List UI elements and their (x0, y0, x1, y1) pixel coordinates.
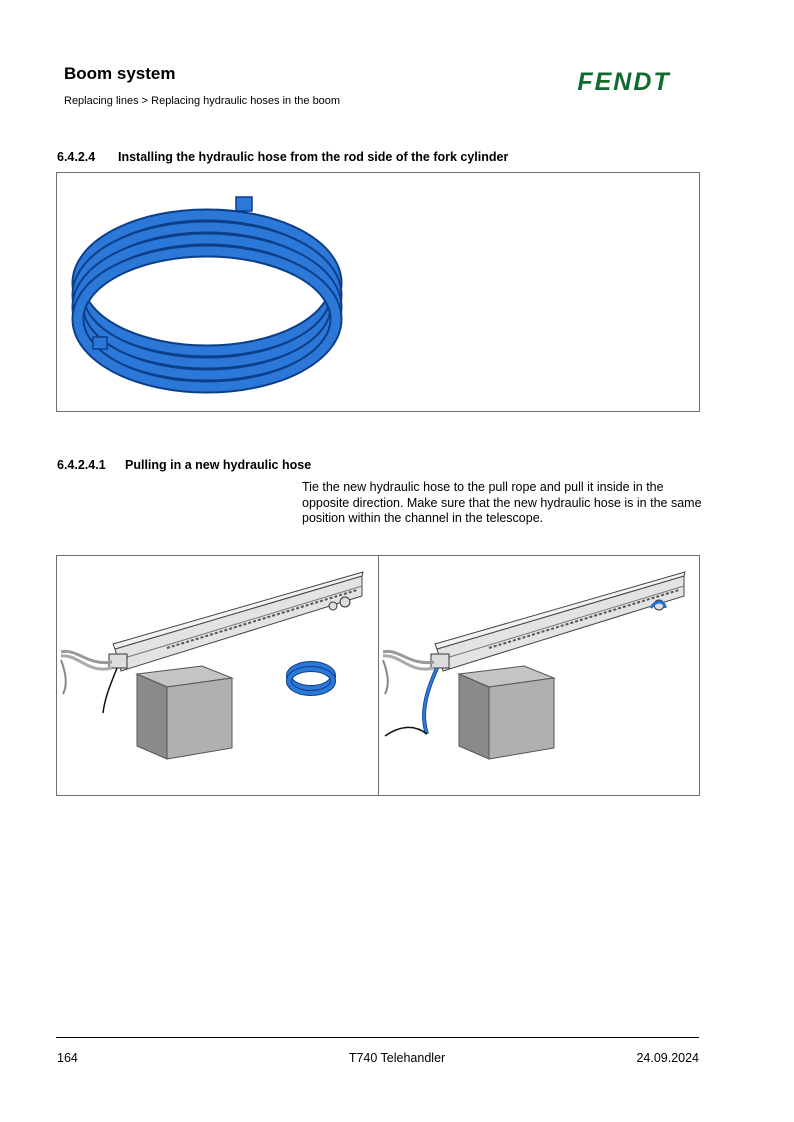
section-number: 6.4.2.4 (57, 150, 96, 164)
figure-left-panel (57, 556, 378, 795)
boom-with-hose-pulled-in-icon (379, 556, 699, 795)
breadcrumb: Replacing lines > Replacing hydraulic hoses in the boom (64, 95, 341, 107)
section-title: Installing the hydraulic hose from the rod side of the fork cylinder (118, 150, 509, 164)
fendt-logo (566, 68, 682, 96)
subsection-title: Pulling in a new hydraulic hose (125, 458, 312, 472)
coiled-hydraulic-hose-icon (57, 173, 699, 411)
footer-rule (56, 1037, 699, 1038)
subsection-number: 6.4.2.4.1 (57, 458, 106, 472)
figure-boom-illustrations (56, 555, 700, 796)
instruction-text: Tie the new hydraulic hose to the pull rope and pull it inside in the opposite direction. Make sure that the new hydraulic hose is in the same position within the channel in the telescope. (302, 480, 702, 525)
hose-end-fitting (93, 337, 107, 349)
page-title: Boom system (64, 64, 176, 83)
figure-hose-coil (56, 172, 700, 412)
hose-end-fitting (236, 197, 252, 211)
boom-with-new-hose-coil-icon (57, 556, 378, 795)
logo-text: FENDT (577, 68, 671, 96)
figure-right-panel (379, 556, 700, 795)
page-number: 164 (57, 1051, 78, 1065)
footer-date: 24.09.2024 (636, 1051, 699, 1065)
footer-product: T740 Telehandler (348, 1051, 446, 1065)
